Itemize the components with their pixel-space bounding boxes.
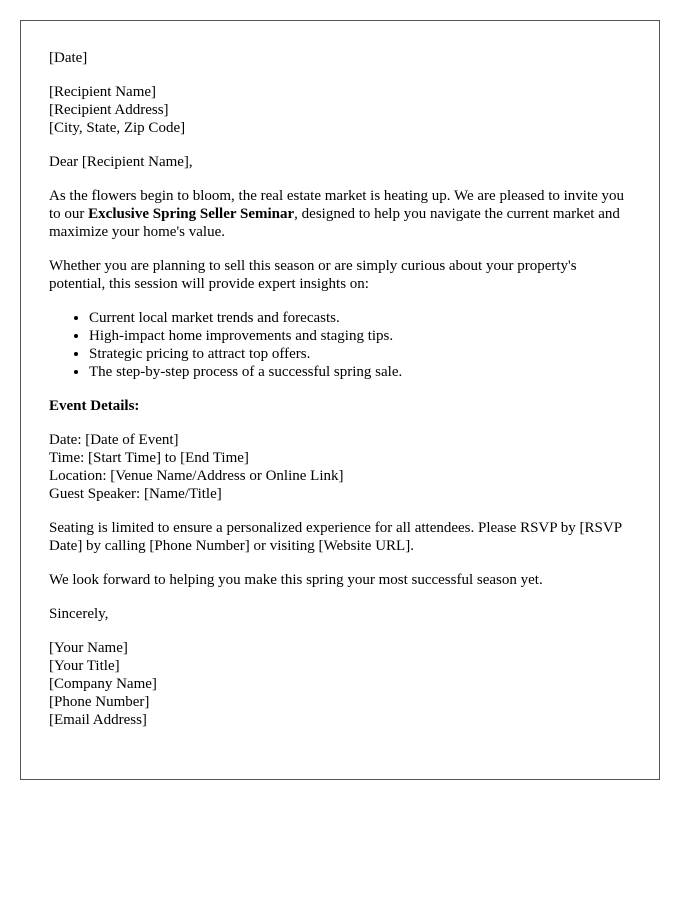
event-speaker: Guest Speaker: [Name/Title] [49, 486, 222, 502]
recipient-block [49, 83, 631, 137]
insights-list [49, 309, 631, 381]
seminar-name: Exclusive Spring Seller Seminar [88, 206, 295, 222]
list-item: • Current local market trends and forecasts. [89, 309, 631, 327]
intro-text-before: As the flowers begin to bloom, the real estate market is heating up. We are pleased to invite you to our [49, 188, 625, 222]
recipient-name: [Recipient Name] [49, 84, 157, 100]
sender-name: [Your Name] [49, 640, 128, 656]
intro-paragraph [49, 187, 631, 241]
insights-intro: Whether you are planning to sell this season or are simply curious about your property's potential, this session will provide expert insights on: [49, 258, 577, 292]
signoff: Sincerely, [49, 606, 109, 622]
salutation: Dear [Recipient Name], [49, 154, 193, 170]
event-details-heading: Event Details: [49, 398, 140, 414]
sender-phone: [Phone Number] [49, 694, 150, 710]
recipient-address: [Recipient Address] [49, 102, 169, 118]
sender-company: [Company Name] [49, 676, 157, 692]
event-location: Location: [Venue Name/Address or Online Link] [49, 468, 344, 484]
event-details-block [49, 431, 631, 503]
event-time: Time: [Start Time] to [End Time] [49, 450, 249, 466]
sender-email: [Email Address] [49, 712, 147, 728]
intro-text-after: , designed to help you navigate the current market and maximize your home's value. [49, 206, 620, 240]
sender-block [49, 639, 631, 729]
letter-page [20, 20, 660, 780]
list-item: • High-impact home improvements and staging tips. [89, 327, 631, 345]
event-date: Date: [Date of Event] [49, 432, 179, 448]
rsvp-paragraph: Seating is limited to ensure a personalized experience for all attendees. Please RSVP by [RSVP Date] by calling [Phone Number] or visiting [Website URL]. [49, 520, 622, 554]
list-item: • Strategic pricing to attract top offers. [89, 345, 631, 363]
list-item: • The step-by-step process of a successful spring sale. [89, 363, 631, 381]
closing-line: We look forward to helping you make this spring your most successful season yet. [49, 572, 543, 588]
sender-title: [Your Title] [49, 658, 120, 674]
recipient-city: [City, State, Zip Code] [49, 120, 186, 136]
letter-date: [Date] [49, 50, 88, 66]
